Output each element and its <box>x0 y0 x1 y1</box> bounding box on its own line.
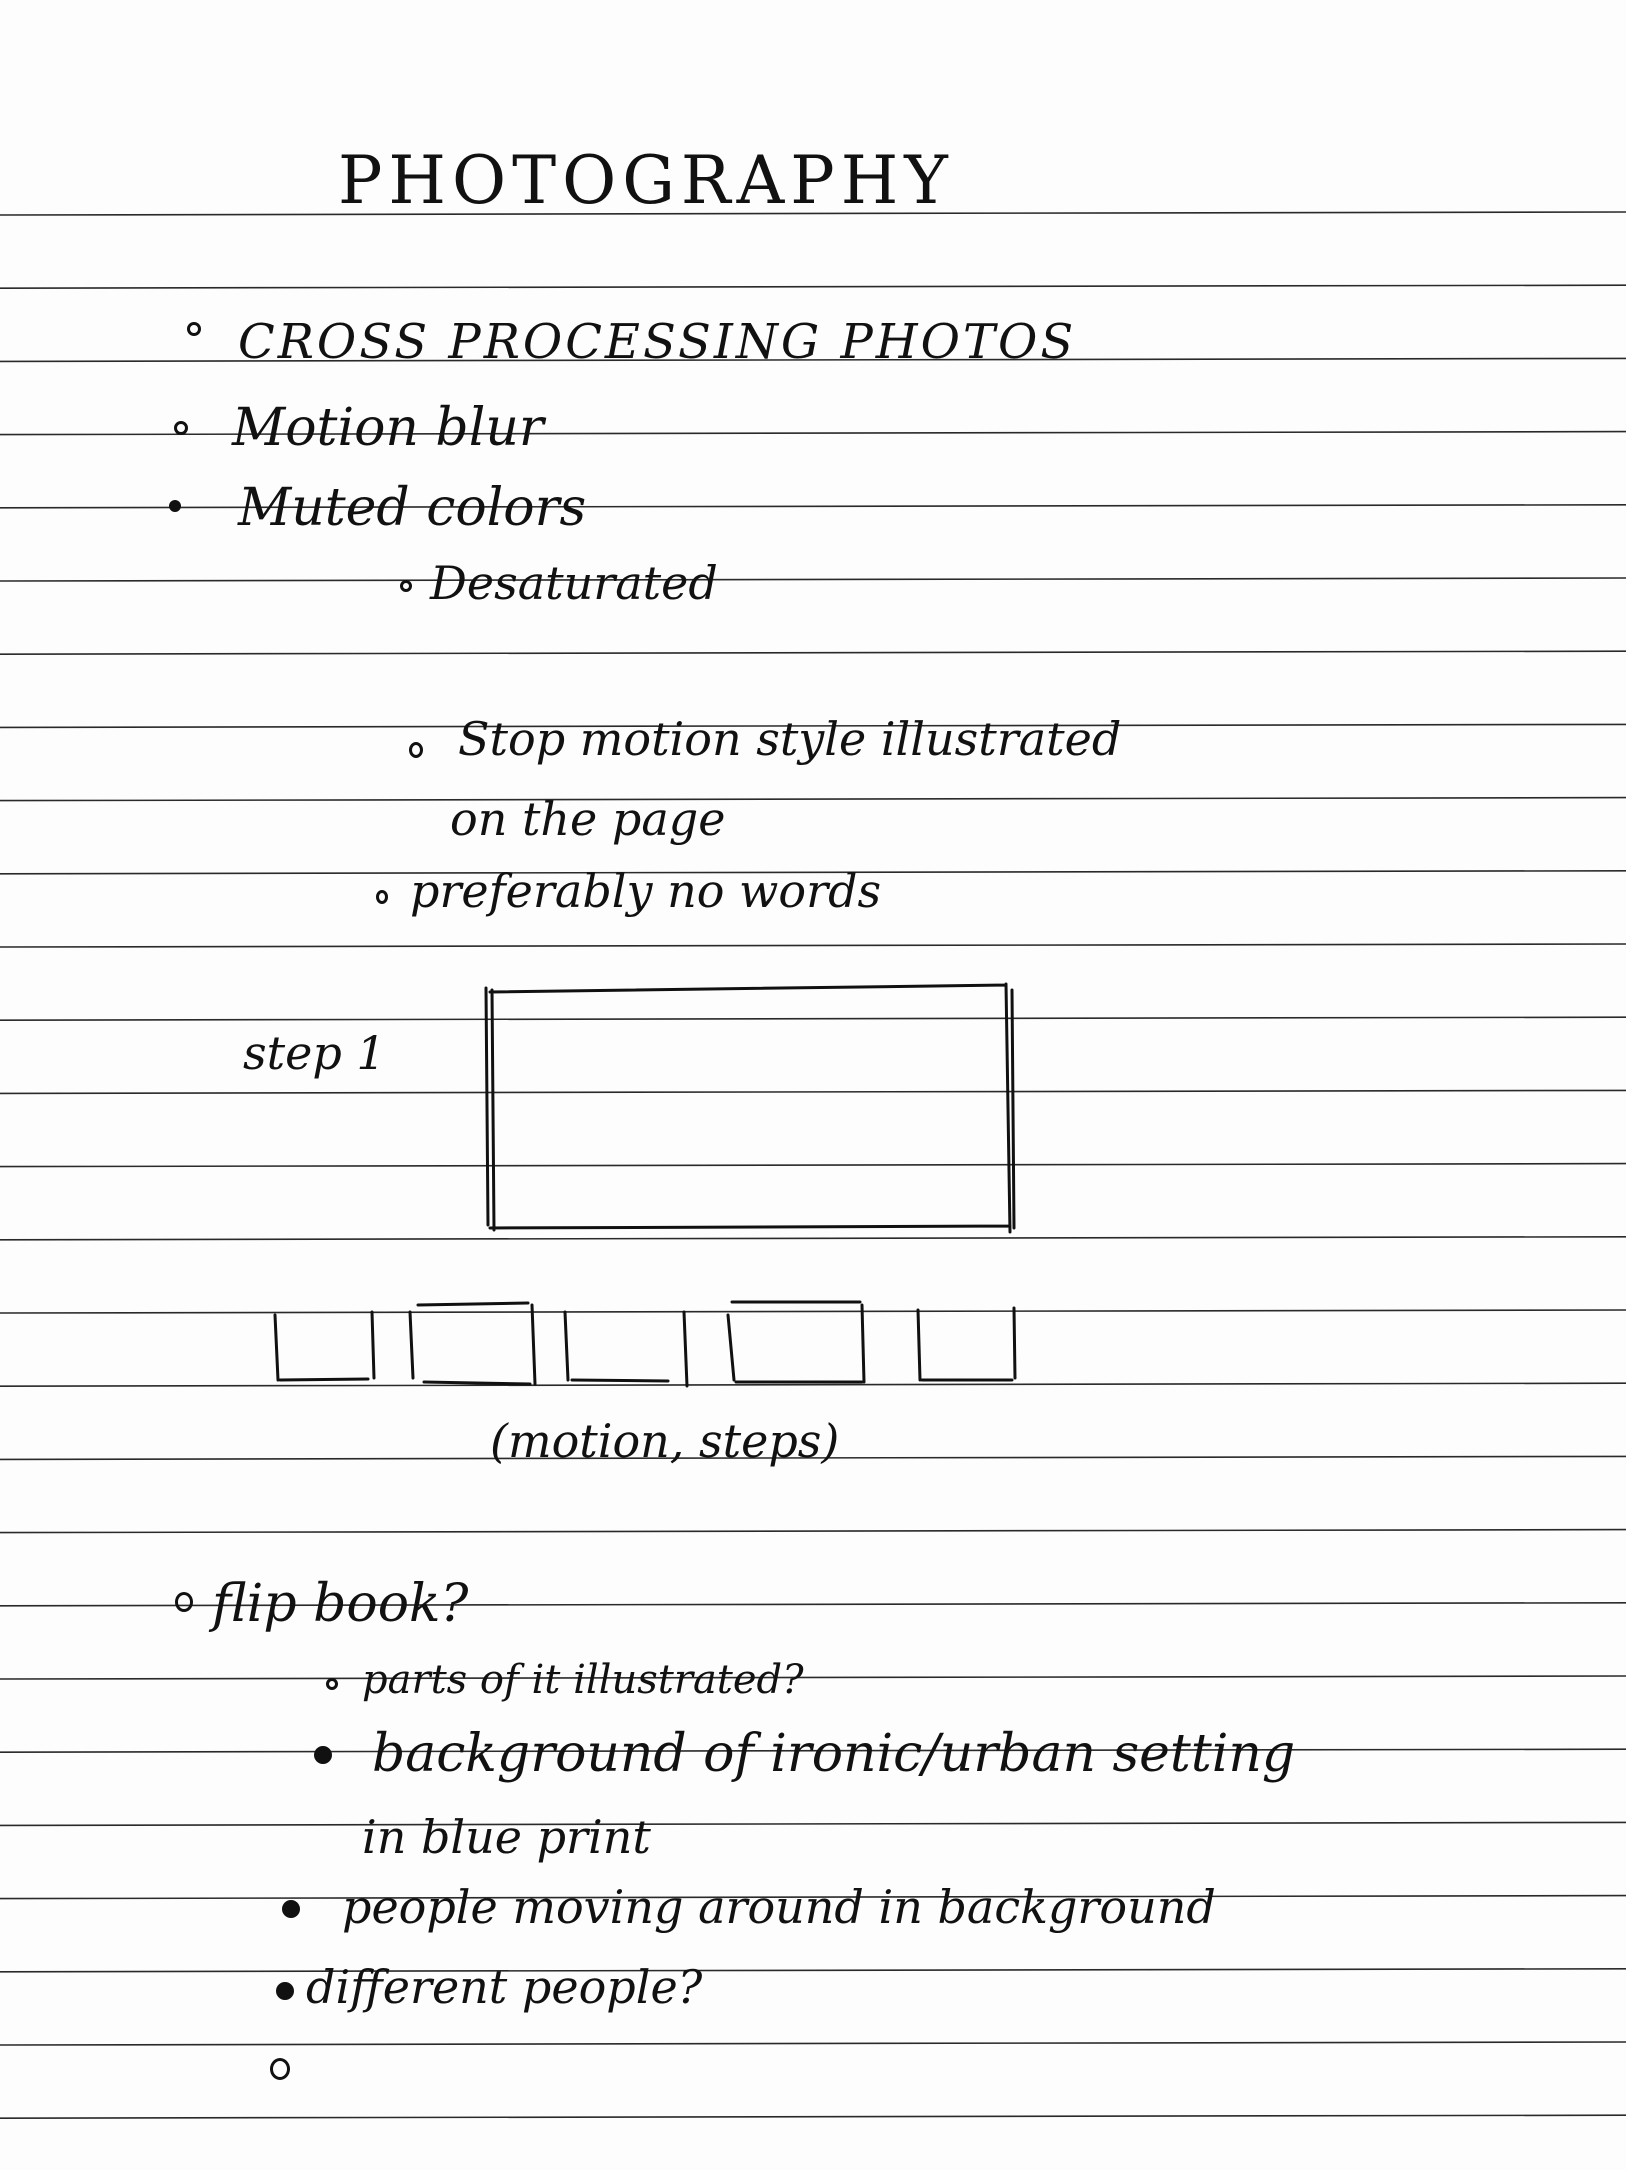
flipbook-item-illustrated: parts of it illustrated? <box>362 1657 804 1703</box>
bullet-icon <box>276 1982 294 2000</box>
concept-line-3: preferably no words <box>410 864 882 918</box>
flipbook-item-background: background of ironic/urban setting <box>372 1724 1296 1784</box>
list-item-muted-colors: Muted colors <box>238 478 587 538</box>
sub-item-desaturated: Desaturated <box>430 556 718 610</box>
flipbook-item-people-moving: people moving around in background <box>342 1880 1216 1934</box>
bullet-icon <box>326 1678 338 1690</box>
bullet-icon <box>270 2058 290 2080</box>
flipbook-item-blueprint: in blue print <box>362 1810 651 1864</box>
step-1-label: step 1 <box>243 1026 386 1080</box>
bullet-icon <box>314 1746 332 1764</box>
concept-line-1: Stop motion style illustrated <box>458 712 1122 766</box>
bullet-icon <box>282 1900 300 1918</box>
flipbook-heading: flip book? <box>212 1574 469 1634</box>
page-title: PHOTOGRAPHY <box>338 142 954 219</box>
concept-line-2: on the page <box>450 792 726 846</box>
list-item-motion-blur: Motion blur <box>232 398 544 458</box>
motion-steps-frames <box>275 1302 1015 1386</box>
list-item-cross-processing: CROSS PROCESSING PHOTOS <box>238 314 1077 370</box>
motion-steps-caption: (motion, steps) <box>490 1414 840 1468</box>
bullet-icon <box>175 1592 193 1612</box>
flipbook-item-different-people: different people? <box>306 1960 703 2014</box>
step-1-frame <box>486 984 1014 1232</box>
